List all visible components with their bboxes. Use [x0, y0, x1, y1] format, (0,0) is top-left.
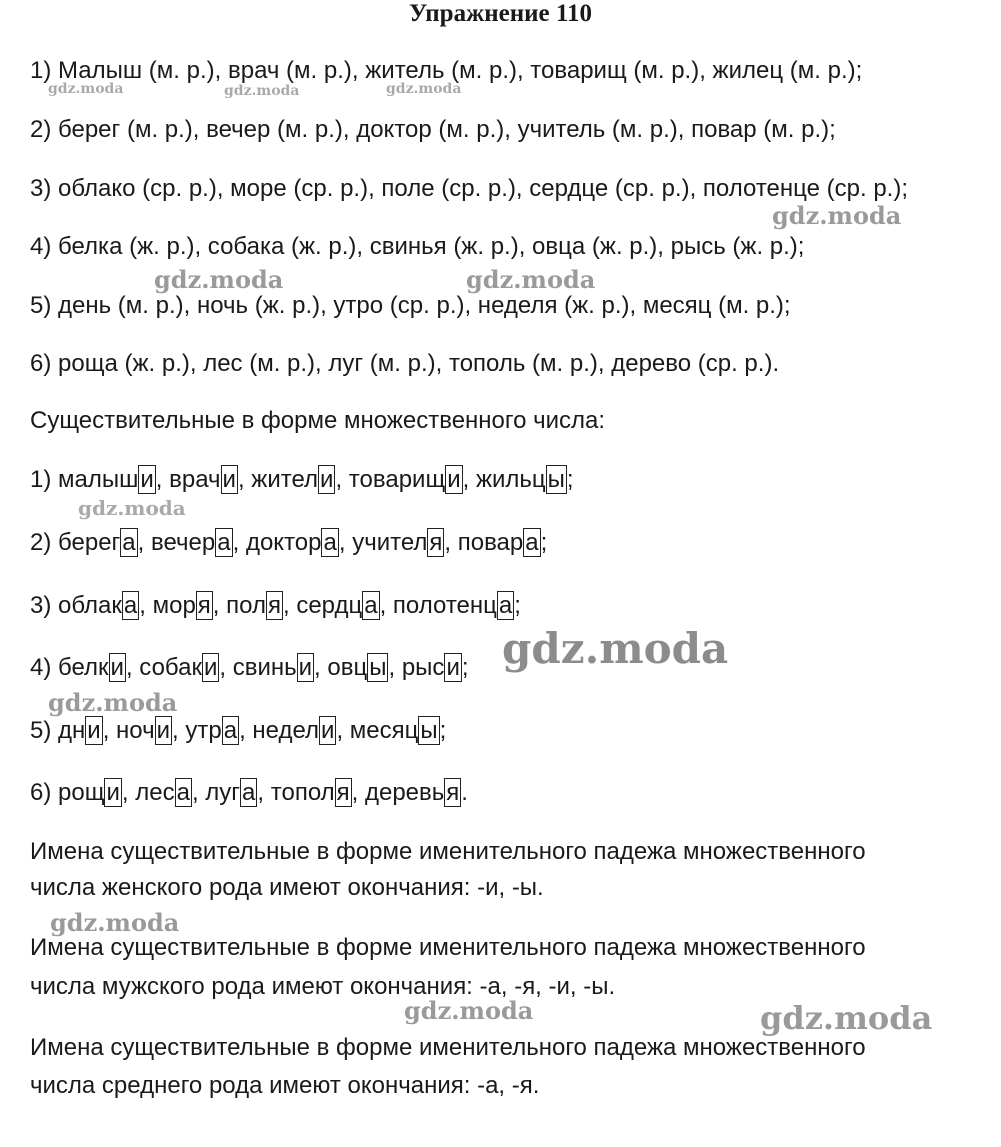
item-number: 2): [30, 529, 59, 556]
word-ending: а: [176, 779, 190, 806]
item-number: 3): [30, 592, 59, 619]
word-separator: ,: [257, 779, 265, 806]
plural-word: [185, 716, 245, 745]
word-stem: вечер: [151, 529, 216, 556]
word-stem: лес: [135, 779, 175, 806]
word-ending: и: [447, 466, 461, 493]
plural-word: [402, 653, 469, 682]
plural-word: [58, 591, 146, 620]
word-separator: ,: [338, 529, 346, 556]
word-stem: свинь: [232, 654, 297, 681]
word-separator: ,: [379, 592, 387, 619]
word-ending: и: [87, 717, 101, 744]
word-ending: и: [222, 466, 236, 493]
word-separator: ;: [439, 717, 447, 744]
word-ending: я: [267, 592, 281, 619]
gender-line-2: 2) берег (м. р.), вечер (м. р.), доктор (м. р.), учитель (м. р.), повар (м. р.);: [30, 116, 836, 143]
word-stem: сердц: [296, 592, 363, 619]
word-separator: ,: [212, 592, 220, 619]
word-stem: берег: [58, 529, 121, 556]
word-ending: а: [498, 592, 513, 619]
conclusion-3-line-2: числа среднего рода имеют окончания: -а, -я.: [30, 1072, 540, 1099]
word-separator: ;: [566, 466, 574, 493]
plural-word: [476, 465, 574, 494]
word-ending: я: [429, 529, 443, 556]
gender-line-6: 6) роща (ж. р.), лес (м. р.), луг (м. р.), тополь (м. р.), дерево (ср. р.).: [30, 350, 780, 377]
exercise-title: Упражнение 110: [408, 0, 592, 27]
conclusion-3-line-1: Имена существительные в форме именительного падежа множественного: [30, 1034, 866, 1061]
plural-word: [252, 716, 343, 745]
word-separator: ,: [139, 592, 146, 619]
watermark: gdz.moda: [224, 83, 300, 99]
plural-word: [365, 778, 468, 807]
word-separator: ,: [335, 466, 343, 493]
word-ending: и: [140, 466, 154, 493]
watermark: gdz.moda: [386, 81, 462, 97]
plural-word: [327, 653, 395, 682]
plural-word: [58, 653, 133, 682]
plural-word: [58, 465, 162, 494]
word-ending: а: [123, 592, 138, 619]
word-ending: а: [223, 717, 238, 744]
word-ending: и: [156, 717, 171, 744]
plural-heading: Существительные в форме множественного числа:: [30, 407, 606, 434]
plural-line-1: [30, 466, 574, 494]
word-stem: месяц: [349, 717, 419, 744]
item-number: 6): [30, 779, 59, 806]
word-ending: а: [364, 592, 378, 619]
word-separator: ,: [232, 529, 240, 556]
word-stem: дн: [58, 717, 86, 744]
word-stem: луг: [205, 779, 241, 806]
watermark: gdz.moda: [466, 265, 596, 294]
word-stem: жильц: [475, 466, 546, 493]
plural-word: [153, 591, 220, 620]
conclusion-1-line-2: числа женского рода имеют окончания: -и, -ы.: [30, 874, 544, 901]
word-stem: овц: [327, 654, 368, 681]
word-separator: ,: [314, 654, 321, 681]
word-stem: собак: [139, 654, 202, 681]
word-ending: а: [242, 779, 256, 806]
word-stem: пол: [226, 592, 266, 619]
gender-line-1: 1) Малыш (м. р.), врач (м. р.), житель (м. р.), товарищ (м. р.), жилец (м. р.);: [30, 57, 863, 84]
gender-line-4: 4) белка (ж. р.), собака (ж. р.), свинья (ж. р.), овца (ж. р.), рысь (ж. р.);: [30, 233, 805, 260]
word-separator: ,: [462, 466, 470, 493]
word-stem: рыс: [401, 654, 445, 681]
word-separator: ,: [444, 529, 452, 556]
plural-word: [169, 465, 245, 494]
plural-word: [251, 465, 342, 494]
word-stem: учител: [352, 529, 428, 556]
watermark: gdz.moda: [48, 81, 124, 97]
plural-word: [352, 528, 451, 557]
plural-word: [271, 778, 359, 807]
word-stem: повар: [457, 529, 524, 556]
conclusion-2-line-1: Имена существительные в форме именительного падежа множественного: [30, 934, 866, 961]
watermark: gdz.moda: [154, 265, 284, 294]
word-separator: ,: [336, 717, 344, 744]
item-number: 5): [30, 717, 59, 744]
watermark: gdz.moda: [772, 201, 902, 230]
word-stem: доктор: [245, 529, 322, 556]
word-separator: ,: [172, 717, 179, 744]
word-ending: и: [106, 779, 120, 806]
word-separator: ,: [239, 717, 246, 744]
plural-word: [350, 716, 447, 745]
word-separator: ;: [514, 592, 521, 619]
word-ending: а: [122, 529, 136, 556]
word-ending: а: [217, 529, 231, 556]
word-stem: ноч: [116, 717, 155, 744]
item-number: 4): [30, 654, 59, 681]
word-ending: а: [323, 529, 337, 556]
plural-line-4: [30, 654, 469, 682]
watermark: gdz.moda: [404, 996, 534, 1025]
word-stem: жител: [251, 466, 319, 493]
word-ending: а: [525, 529, 539, 556]
plural-word: [58, 528, 144, 557]
gender-line-5: 5) день (м. р.), ночь (ж. р.), утро (ср. р.), неделя (ж. р.), месяц (м. р.);: [30, 292, 791, 319]
word-stem: облак: [58, 592, 122, 619]
watermark: gdz.moda: [50, 908, 180, 937]
word-separator: ,: [219, 654, 227, 681]
word-ending: я: [446, 779, 460, 806]
plural-line-5: [30, 717, 446, 745]
word-separator: ,: [237, 466, 245, 493]
word-ending: я: [336, 779, 350, 806]
plural-word: [139, 653, 226, 682]
word-stem: товарищ: [348, 466, 446, 493]
watermark: gdz.moda: [48, 688, 178, 717]
word-separator: .: [461, 779, 468, 806]
word-stem: рощ: [58, 779, 105, 806]
plural-word: [58, 716, 109, 745]
plural-word: [246, 528, 346, 557]
word-separator: ;: [461, 654, 469, 681]
plural-word: [296, 591, 386, 620]
plural-word: [205, 778, 264, 807]
word-ending: и: [298, 654, 313, 681]
word-separator: ,: [155, 466, 163, 493]
plural-word: [226, 591, 290, 620]
plural-word: [349, 465, 469, 494]
word-separator: ,: [137, 529, 145, 556]
word-stem: мор: [152, 592, 196, 619]
plural-word: [116, 716, 179, 745]
word-stem: врач: [169, 466, 221, 493]
word-separator: ,: [121, 779, 129, 806]
word-ending: ы: [369, 654, 387, 681]
conclusion-1-line-1: Имена существительные в форме именительного падежа множественного: [30, 838, 866, 865]
watermark: gdz.moda: [760, 999, 933, 1037]
item-number: 1): [30, 466, 59, 493]
word-stem: полотенц: [392, 592, 497, 619]
plural-line-3: [30, 592, 521, 620]
plural-word: [233, 653, 321, 682]
word-stem: малыш: [58, 466, 139, 493]
word-stem: деревь: [364, 779, 445, 806]
word-separator: ,: [388, 654, 396, 681]
word-ending: и: [320, 466, 334, 493]
word-separator: ,: [102, 717, 110, 744]
conclusion-2-line-2: числа мужского рода имеют окончания: -а, -я, -и, -ы.: [30, 973, 616, 1000]
word-separator: ;: [540, 529, 548, 556]
word-stem: недел: [252, 717, 320, 744]
watermark: gdz.moda: [78, 496, 186, 520]
word-stem: топол: [270, 779, 335, 806]
word-ending: ы: [547, 466, 565, 493]
word-separator: ,: [125, 654, 133, 681]
plural-word: [151, 528, 239, 557]
word-stem: белк: [58, 654, 109, 681]
word-stem: утр: [185, 717, 222, 744]
plural-word: [58, 778, 129, 807]
word-ending: ы: [420, 717, 438, 744]
plural-word: [458, 528, 548, 557]
gender-line-3: 3) облако (ср. р.), море (ср. р.), поле (ср. р.), сердце (ср. р.), полотенце (ср. р.);: [30, 175, 909, 202]
word-separator: ,: [351, 779, 359, 806]
word-ending: и: [321, 717, 335, 744]
plural-word: [135, 778, 198, 807]
word-separator: ,: [282, 592, 290, 619]
word-ending: и: [110, 654, 124, 681]
plural-word: [393, 591, 521, 620]
plural-line-2: [30, 529, 547, 557]
word-separator: ,: [191, 779, 199, 806]
word-ending: я: [197, 592, 211, 619]
word-ending: и: [203, 654, 218, 681]
word-ending: и: [446, 654, 460, 681]
watermark: gdz.moda: [502, 624, 729, 673]
plural-line-6: [30, 779, 468, 807]
